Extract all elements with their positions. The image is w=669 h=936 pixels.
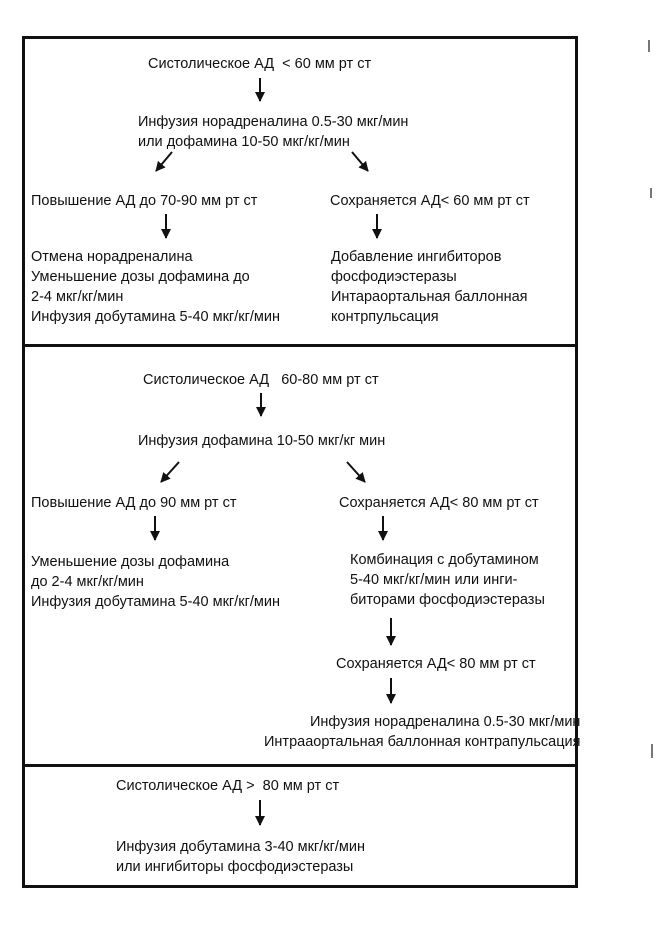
s2-right-outcome-2: Сохраняется АД< 80 мм рт ст — [336, 656, 536, 672]
s2-right-action: Комбинация с добутамином 5-40 мкг/кг/мин или инги- биторами фосфодиэстеразы — [350, 552, 545, 608]
s2-primary-therapy: Инфузия дофамина 10-50 мкг/кг мин — [138, 433, 386, 449]
s1-condition: Систолическое АД < 60 мм рт ст — [148, 56, 372, 72]
arrow-down-right — [347, 462, 365, 482]
s1-right-action: Добавление ингибиторов фосфодиэстеразы Интараортальная баллонная контрпульсация — [331, 249, 528, 325]
s2-right-action-2: Инфузия норадреналина 0.5-30 мкг/мин Интрааортальная баллонная контрапульсация — [264, 714, 581, 750]
s2-right-outcome: Сохраняется АД< 80 мм рт ст — [339, 495, 539, 511]
s1-primary-therapy: Инфузия норадреналина 0.5-30 мкг/мин или дофамина 10-50 мкг/кг/мин — [138, 114, 409, 150]
s2-left-outcome: Повышение АД до 90 мм рт ст — [31, 495, 237, 511]
s1-left-outcome: Повышение АД до 70-90 мм рт ст — [31, 193, 258, 209]
s2-left-action: Уменьшение дозы дофамина до 2-4 мкг/кг/мин Инфузия добутамина 5-40 мкг/кг/мин — [31, 554, 280, 610]
s3-condition: Систолическое АД > 80 мм рт ст — [116, 778, 340, 794]
arrow-down-left — [161, 462, 179, 482]
s1-right-outcome: Сохраняется АД< 60 мм рт ст — [330, 193, 530, 209]
arrow-down-right — [352, 152, 368, 171]
arrow-down-left — [156, 152, 172, 171]
s1-left-action: Отмена норадреналина Уменьшение дозы дофамина до 2-4 мкг/кг/мин Инфузия добутамина 5-40 мкг/кг/мин — [31, 249, 280, 325]
s3-primary-therapy: Инфузия добутамина 3-40 мкг/кг/мин или ингибиторы фосфодиэстеразы — [116, 839, 365, 875]
s2-condition: Систолическое АД 60-80 мм рт ст — [143, 372, 379, 388]
